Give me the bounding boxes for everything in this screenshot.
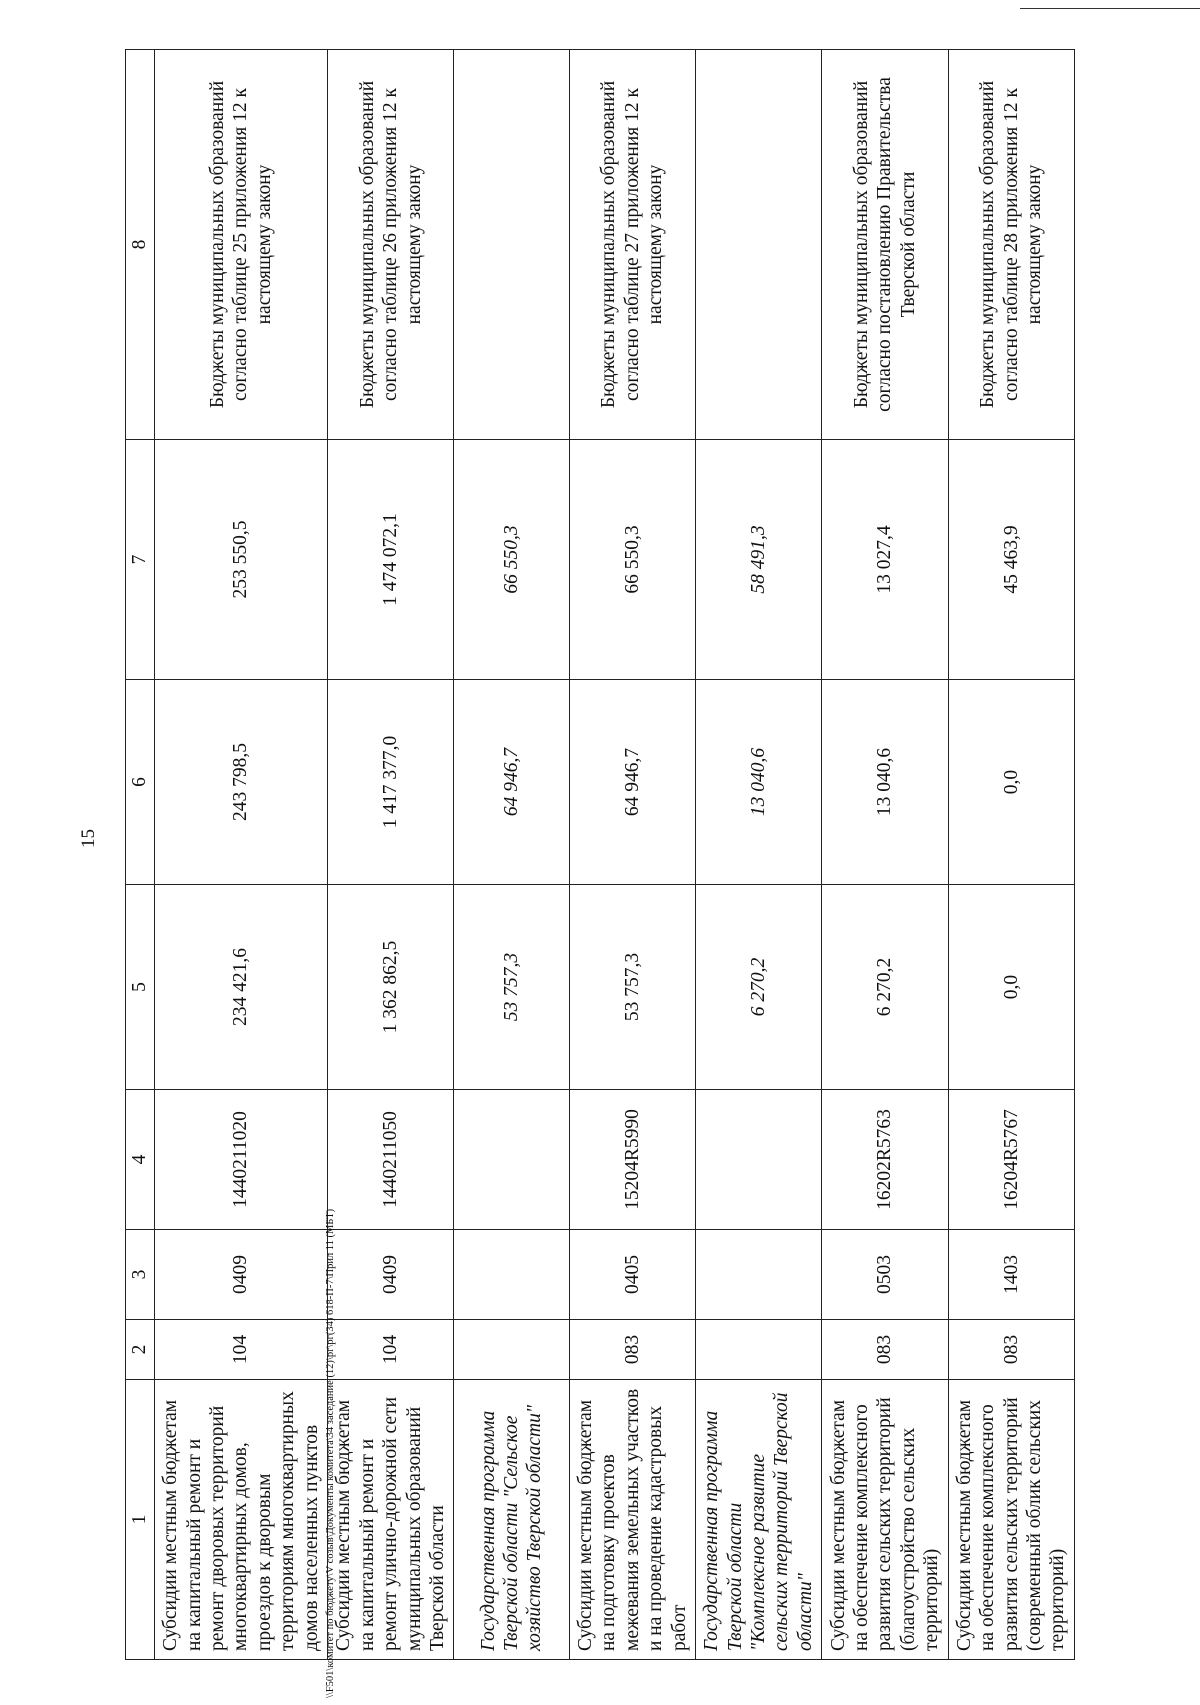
row-col7: 66 550,3	[454, 440, 569, 680]
header-cell: 6	[126, 680, 155, 885]
row-name: Субсидии местным бюджетам на капитальный ремонт и ремонт улично-дорожной сети муниципальных образований Тверской области	[328, 1380, 454, 1660]
row-col4: 1440211020	[155, 1090, 328, 1230]
row-col2: 104	[328, 1320, 454, 1380]
row-col6: 1 417 377,0	[328, 680, 454, 885]
row-col2: 083	[569, 1320, 695, 1380]
row-col5: 234 421,6	[155, 885, 328, 1090]
row-col7: 13 027,4	[822, 440, 948, 680]
row-col6: 13 040,6	[696, 680, 822, 885]
footer-file-path: \\F501\комитет по бюджету\V созыв\Документы комитета\34 заседание (12)\рг\рг(34) 618-П-7\Прил 11 (МБТ)	[325, 1208, 336, 1698]
row-col4: 16202R5763	[822, 1090, 948, 1230]
table-row	[569, 50, 695, 1660]
row-col6: 64 946,7	[454, 680, 569, 885]
row-name: Государственная программа Тверской области "Комплексное развитие сельских территорий Тверской области"	[696, 1380, 822, 1660]
row-col8: Бюджеты муниципальных образований согласно таблице 27 приложения 12 к настоящему закону	[569, 50, 695, 440]
row-col3: 1403	[948, 1230, 1074, 1320]
row-col4: 16204R5767	[948, 1090, 1074, 1230]
header-cell: 4	[126, 1090, 155, 1230]
row-col6: 0,0	[948, 680, 1074, 885]
row-col8	[454, 50, 569, 440]
row-col7: 66 550,3	[569, 440, 695, 680]
row-col6: 243 798,5	[155, 680, 328, 885]
row-col3: 0409	[155, 1230, 328, 1320]
row-col7: 253 550,5	[155, 440, 328, 680]
row-col8: Бюджеты муниципальных образований согласно таблице 26 приложения 12 к настоящему закону	[328, 50, 454, 440]
row-col5: 53 757,3	[454, 885, 569, 1090]
header-cell: 7	[126, 440, 155, 680]
row-col6: 13 040,6	[822, 680, 948, 885]
row-col3	[454, 1230, 569, 1320]
row-col3: 0503	[822, 1230, 948, 1320]
header-cell: 5	[126, 885, 155, 1090]
row-col5: 53 757,3	[569, 885, 695, 1090]
row-col3	[696, 1230, 822, 1320]
row-col5: 6 270,2	[822, 885, 948, 1090]
row-col5: 0,0	[948, 885, 1074, 1090]
row-col2	[454, 1320, 569, 1380]
row-name: Субсидии местным бюджетам на капитальный ремонт и ремонт дворовых территорий многоквартирных домов, проездов к дворовым территориям многоквартирных домов населенных пунктов	[155, 1380, 328, 1660]
top-rule	[1020, 8, 1200, 9]
row-name: Субсидии местным бюджетам на подготовку проектов межевания земельных участков и на проведение кадастровых работ	[569, 1380, 695, 1660]
row-col5: 1 362 862,5	[328, 885, 454, 1090]
row-col7: 45 463,9	[948, 440, 1074, 680]
row-name: Субсидии местным бюджетам на обеспечение комплексного развития сельских территорий (благоустройство сельских территорий)	[822, 1380, 948, 1660]
row-col8	[696, 50, 822, 440]
header-row	[126, 50, 155, 1660]
row-col3: 0409	[328, 1230, 454, 1320]
row-col3: 0405	[569, 1230, 695, 1320]
row-col4: 1440211050	[328, 1090, 454, 1230]
header-cell: 2	[126, 1320, 155, 1380]
rotated-page-content	[125, 50, 1075, 1660]
row-col7: 58 491,3	[696, 440, 822, 680]
row-col4	[454, 1090, 569, 1230]
table-row	[696, 50, 822, 1660]
table-row	[328, 50, 454, 1660]
row-name: Государственная программа Тверской области "Сельское хозяйство Тверской области"	[454, 1380, 569, 1660]
table-row	[155, 50, 328, 1660]
page-number: 15	[78, 829, 99, 848]
header-cell: 1	[126, 1380, 155, 1660]
row-col5: 6 270,2	[696, 885, 822, 1090]
row-col8: Бюджеты муниципальных образований согласно таблице 28 приложения 12 к настоящему закону	[948, 50, 1074, 440]
row-col4	[696, 1090, 822, 1230]
row-col2: 083	[822, 1320, 948, 1380]
header-cell: 8	[126, 50, 155, 440]
table-row	[948, 50, 1074, 1660]
row-col8: Бюджеты муниципальных образований согласно таблице 25 приложения 12 к настоящему закону	[155, 50, 328, 440]
row-col2	[696, 1320, 822, 1380]
row-col2: 083	[948, 1320, 1074, 1380]
row-col8: Бюджеты муниципальных образований согласно постановлению Правительства Тверской области	[822, 50, 948, 440]
budget-table	[125, 49, 1075, 1660]
table-row	[822, 50, 948, 1660]
row-name: Субсидии местным бюджетам на обеспечение комплексного развития сельских территорий (современный облик сельских территорий)	[948, 1380, 1074, 1660]
row-col7: 1 474 072,1	[328, 440, 454, 680]
row-col4: 15204R5990	[569, 1090, 695, 1230]
table-row	[454, 50, 569, 1660]
row-col2: 104	[155, 1320, 328, 1380]
row-col6: 64 946,7	[569, 680, 695, 885]
header-cell: 3	[126, 1230, 155, 1320]
